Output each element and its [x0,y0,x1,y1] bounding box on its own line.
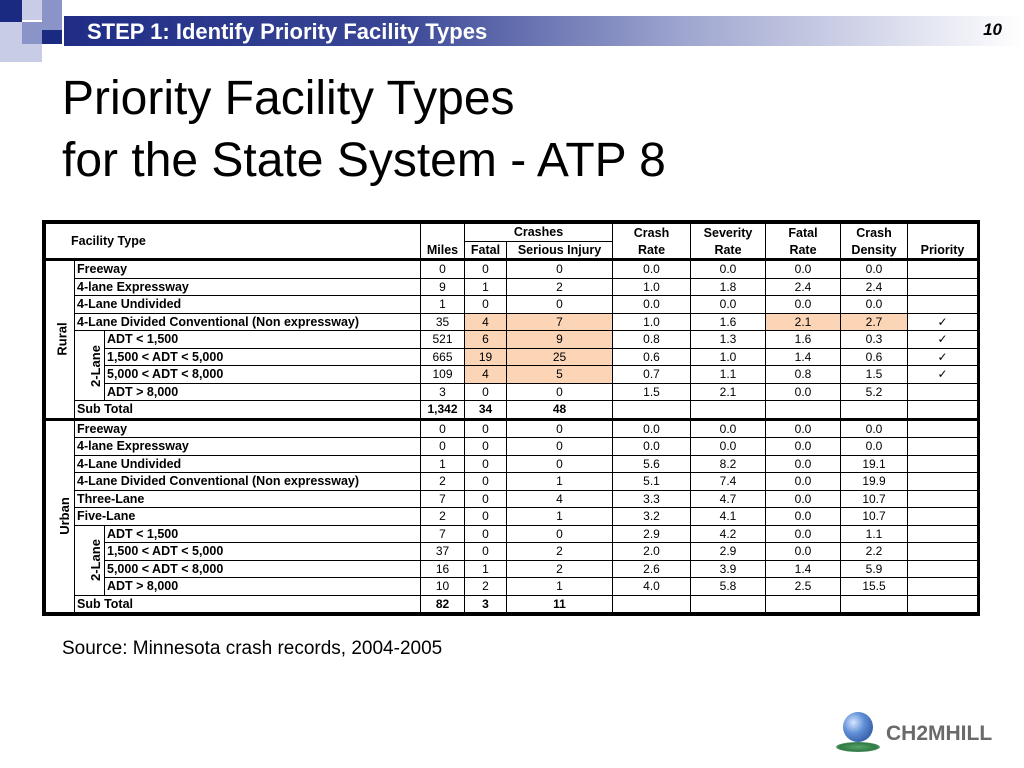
cell-severity-rate: 1.1 [691,366,766,384]
table-row [46,366,978,384]
cell-fatal-rate: 1.6 [766,331,841,349]
cell-severity-rate: 1.3 [691,331,766,349]
cell-priority: ✓ [908,348,978,366]
row-label: Freeway [75,260,421,279]
cell-crash-rate: 0.0 [613,419,691,438]
cell-serious: 25 [507,348,613,366]
row-label: Three-Lane [75,490,421,508]
cell-priority: ✓ [908,331,978,349]
subtotal-miles: 82 [421,595,465,613]
cell-severity-rate: 5.8 [691,578,766,596]
row-label: Five-Lane [75,508,421,526]
header-crash-rate-1: Crash [613,224,691,242]
cell-serious: 0 [507,260,613,279]
slide-number: 10 [983,20,1002,39]
cell-serious: 0 [507,438,613,456]
cell-priority [908,490,978,508]
subtotal-empty [766,595,841,613]
cell-miles: 10 [421,578,465,596]
cell-fatal-rate: 0.0 [766,296,841,314]
cell-fatal: 0 [465,438,507,456]
rural-group-label: Rural [54,322,70,356]
header-facility-type: Facility Type [46,224,421,260]
cell-severity-rate: 1.0 [691,348,766,366]
table-row [46,543,978,561]
header-crash-density-2: Density [841,241,908,260]
cell-miles: 35 [421,313,465,331]
cell-miles: 521 [421,331,465,349]
cell-severity-rate: 4.1 [691,508,766,526]
cell-crash-rate: 0.0 [613,438,691,456]
header-crashes: Crashes [465,224,613,242]
header-priority: Priority [908,241,978,260]
subtotal-label: Sub Total [75,401,421,420]
cell-serious: 2 [507,278,613,296]
subtotal-fatal: 3 [465,595,507,613]
corner-square [0,44,22,62]
subtotal-label: Sub Total [75,595,421,613]
cell-miles: 7 [421,525,465,543]
header-priority-blank [908,224,978,242]
cell-crash-rate: 0.8 [613,331,691,349]
corner-square [22,0,42,20]
cell-serious: 0 [507,296,613,314]
row-label: ADT > 8,000 [105,578,421,596]
cell-fatal: 0 [465,296,507,314]
cell-crash-density: 5.2 [841,383,908,401]
cell-crash-density: 15.5 [841,578,908,596]
cell-severity-rate: 7.4 [691,473,766,491]
cell-serious: 0 [507,383,613,401]
subtotal-empty [613,401,691,420]
cell-crash-rate: 5.6 [613,455,691,473]
cell-crash-density: 2.7 [841,313,908,331]
row-label: 4-Lane Undivided [75,296,421,314]
cell-serious: 1 [507,508,613,526]
cell-priority: ✓ [908,313,978,331]
cell-fatal-rate: 0.0 [766,473,841,491]
corner-square [0,22,22,44]
cell-fatal-rate: 1.4 [766,348,841,366]
cell-severity-rate: 1.6 [691,313,766,331]
row-label: 4-Lane Divided Conventional (Non expressway) [75,313,421,331]
cell-priority [908,473,978,491]
subtotal-row [46,401,978,420]
subtotal-empty [908,401,978,420]
table-row [46,525,978,543]
company-logo: CH2MHILL [886,722,993,745]
header-serious-injury: Serious Injury [507,241,613,260]
cell-serious: 0 [507,525,613,543]
subtotal-empty [613,595,691,613]
cell-severity-rate: 0.0 [691,296,766,314]
cell-crash-rate: 0.0 [613,260,691,279]
cell-fatal-rate: 0.0 [766,508,841,526]
subtotal-serious: 11 [507,595,613,613]
cell-fatal: 0 [465,490,507,508]
cell-fatal: 0 [465,260,507,279]
cell-priority [908,296,978,314]
row-label: 1,500 < ADT < 5,000 [105,543,421,561]
table-row [46,331,978,349]
cell-fatal: 0 [465,419,507,438]
cell-priority [908,455,978,473]
subtotal-serious: 48 [507,401,613,420]
cell-crash-rate: 0.7 [613,366,691,384]
cell-severity-rate: 0.0 [691,438,766,456]
cell-priority: ✓ [908,366,978,384]
cell-crash-rate: 0.6 [613,348,691,366]
cell-fatal-rate: 0.0 [766,543,841,561]
row-label: ADT < 1,500 [105,331,421,349]
cell-miles: 3 [421,383,465,401]
cell-miles: 0 [421,419,465,438]
table-row [46,383,978,401]
cell-fatal-rate: 0.0 [766,525,841,543]
corner-square [22,22,42,44]
row-label: 4-lane Expressway [75,278,421,296]
cell-crash-density: 19.9 [841,473,908,491]
logo-shadow [836,742,880,752]
row-label: Freeway [75,419,421,438]
cell-serious: 9 [507,331,613,349]
source-note: Source: Minnesota crash records, 2004-2005 [62,638,443,659]
cell-severity-rate: 2.1 [691,383,766,401]
subtotal-empty [908,595,978,613]
cell-serious: 0 [507,419,613,438]
cell-miles: 1 [421,455,465,473]
subtotal-miles: 1,342 [421,401,465,420]
cell-crash-rate: 5.1 [613,473,691,491]
cell-crash-density: 0.0 [841,438,908,456]
cell-miles: 37 [421,543,465,561]
cell-crash-rate: 2.9 [613,525,691,543]
header-fatal: Fatal [465,241,507,260]
cell-crash-density: 19.1 [841,455,908,473]
header-severity-rate-2: Rate [691,241,766,260]
cell-miles: 1 [421,296,465,314]
cell-serious: 7 [507,313,613,331]
header-miles: Miles [421,241,465,260]
cell-fatal-rate: 0.0 [766,455,841,473]
cell-crash-density: 2.2 [841,543,908,561]
cell-serious: 2 [507,543,613,561]
table-row [46,473,978,491]
table-row [46,348,978,366]
cell-miles: 109 [421,366,465,384]
row-label: 4-Lane Divided Conventional (Non expressway) [75,473,421,491]
table-row [46,419,978,438]
cell-priority [908,560,978,578]
cell-fatal-rate: 2.1 [766,313,841,331]
cell-miles: 7 [421,490,465,508]
cell-priority [908,578,978,596]
cell-crash-rate: 1.5 [613,383,691,401]
facility-table [42,220,980,616]
cell-miles: 16 [421,560,465,578]
cell-crash-rate: 1.0 [613,278,691,296]
cell-fatal-rate: 0.0 [766,260,841,279]
cell-crash-density: 10.7 [841,490,908,508]
cell-miles: 9 [421,278,465,296]
cell-fatal: 4 [465,313,507,331]
urban-group-label: Urban [56,497,72,536]
table-row [46,278,978,296]
cell-crash-density: 0.0 [841,296,908,314]
header-miles-blank [421,224,465,242]
cell-priority [908,278,978,296]
cell-priority [908,543,978,561]
cell-fatal: 0 [465,543,507,561]
cell-priority [908,525,978,543]
corner-square [42,0,62,30]
cell-fatal-rate: 0.8 [766,366,841,384]
subtotal-empty [841,595,908,613]
urban-two-lane-group-label: 2-Lane [87,539,103,581]
title-line-2: for the State System - ATP 8 [62,134,666,187]
table-row [46,296,978,314]
cell-crash-density: 0.0 [841,419,908,438]
row-label: ADT < 1,500 [105,525,421,543]
subtotal-fatal: 34 [465,401,507,420]
cell-priority [908,383,978,401]
header-fatal-rate-1: Fatal [766,224,841,242]
cell-fatal: 2 [465,578,507,596]
header-severity-rate-1: Severity [691,224,766,242]
rural-two-lane-group [75,331,105,401]
cell-crash-density: 1.5 [841,366,908,384]
cell-fatal-rate: 1.4 [766,560,841,578]
cell-crash-density: 1.1 [841,525,908,543]
cell-severity-rate: 0.0 [691,419,766,438]
rural-two-lane-group-label: 2-Lane [87,344,103,387]
cell-miles: 2 [421,508,465,526]
cell-crash-rate: 0.0 [613,296,691,314]
subtotal-row [46,595,978,613]
cell-serious: 5 [507,366,613,384]
cell-priority [908,508,978,526]
cell-crash-rate: 1.0 [613,313,691,331]
row-label: 1,500 < ADT < 5,000 [105,348,421,366]
row-label: ADT > 8,000 [105,383,421,401]
logo-globe-icon [843,712,873,742]
cell-serious: 1 [507,473,613,491]
cell-crash-density: 0.6 [841,348,908,366]
row-label: 4-lane Expressway [75,438,421,456]
cell-priority [908,260,978,279]
rural-group [46,260,75,420]
header-crash-density-1: Crash [841,224,908,242]
cell-fatal: 0 [465,508,507,526]
cell-serious: 2 [507,560,613,578]
table-row [46,313,978,331]
header-crash-rate-2: Rate [613,241,691,260]
cell-miles: 0 [421,438,465,456]
cell-fatal: 0 [465,473,507,491]
header-title: STEP 1: Identify Priority Facility Types [87,19,488,44]
table-row [46,578,978,596]
page-title [62,68,666,192]
cell-crash-rate: 2.0 [613,543,691,561]
cell-fatal: 6 [465,331,507,349]
cell-serious: 1 [507,578,613,596]
table-row [46,438,978,456]
cell-severity-rate: 1.8 [691,278,766,296]
cell-crash-density: 0.0 [841,260,908,279]
cell-fatal: 1 [465,278,507,296]
cell-crash-density: 2.4 [841,278,908,296]
cell-serious: 0 [507,455,613,473]
cell-serious: 4 [507,490,613,508]
cell-severity-rate: 8.2 [691,455,766,473]
table-row [46,455,978,473]
corner-square [0,0,22,22]
cell-fatal-rate: 2.4 [766,278,841,296]
cell-fatal-rate: 0.0 [766,438,841,456]
corner-square [22,44,42,62]
cell-fatal: 1 [465,560,507,578]
cell-miles: 665 [421,348,465,366]
cell-crash-rate: 3.2 [613,508,691,526]
title-line-1: Priority Facility Types [62,72,515,125]
cell-fatal-rate: 0.0 [766,490,841,508]
header-fatal-rate-2: Rate [766,241,841,260]
cell-severity-rate: 3.9 [691,560,766,578]
cell-crash-rate: 3.3 [613,490,691,508]
urban-two-lane-group [75,525,105,595]
cell-miles: 2 [421,473,465,491]
cell-fatal: 19 [465,348,507,366]
cell-fatal-rate: 0.0 [766,383,841,401]
corner-square [42,30,62,44]
cell-priority [908,438,978,456]
subtotal-empty [766,401,841,420]
cell-fatal: 0 [465,455,507,473]
cell-miles: 0 [421,260,465,279]
cell-severity-rate: 0.0 [691,260,766,279]
urban-group [46,419,75,613]
table-row [46,260,978,279]
table-row [46,560,978,578]
table-row [46,490,978,508]
cell-severity-rate: 2.9 [691,543,766,561]
subtotal-empty [691,401,766,420]
cell-severity-rate: 4.7 [691,490,766,508]
row-label: 5,000 < ADT < 8,000 [105,560,421,578]
subtotal-empty [841,401,908,420]
cell-crash-density: 10.7 [841,508,908,526]
subtotal-empty [691,595,766,613]
cell-fatal: 0 [465,525,507,543]
row-label: 5,000 < ADT < 8,000 [105,366,421,384]
cell-priority [908,419,978,438]
cell-crash-density: 5.9 [841,560,908,578]
cell-fatal-rate: 2.5 [766,578,841,596]
cell-crash-density: 0.3 [841,331,908,349]
cell-fatal: 0 [465,383,507,401]
table-row [46,508,978,526]
cell-fatal: 4 [465,366,507,384]
row-label: 4-Lane Undivided [75,455,421,473]
cell-severity-rate: 4.2 [691,525,766,543]
cell-crash-rate: 2.6 [613,560,691,578]
cell-fatal-rate: 0.0 [766,419,841,438]
cell-crash-rate: 4.0 [613,578,691,596]
